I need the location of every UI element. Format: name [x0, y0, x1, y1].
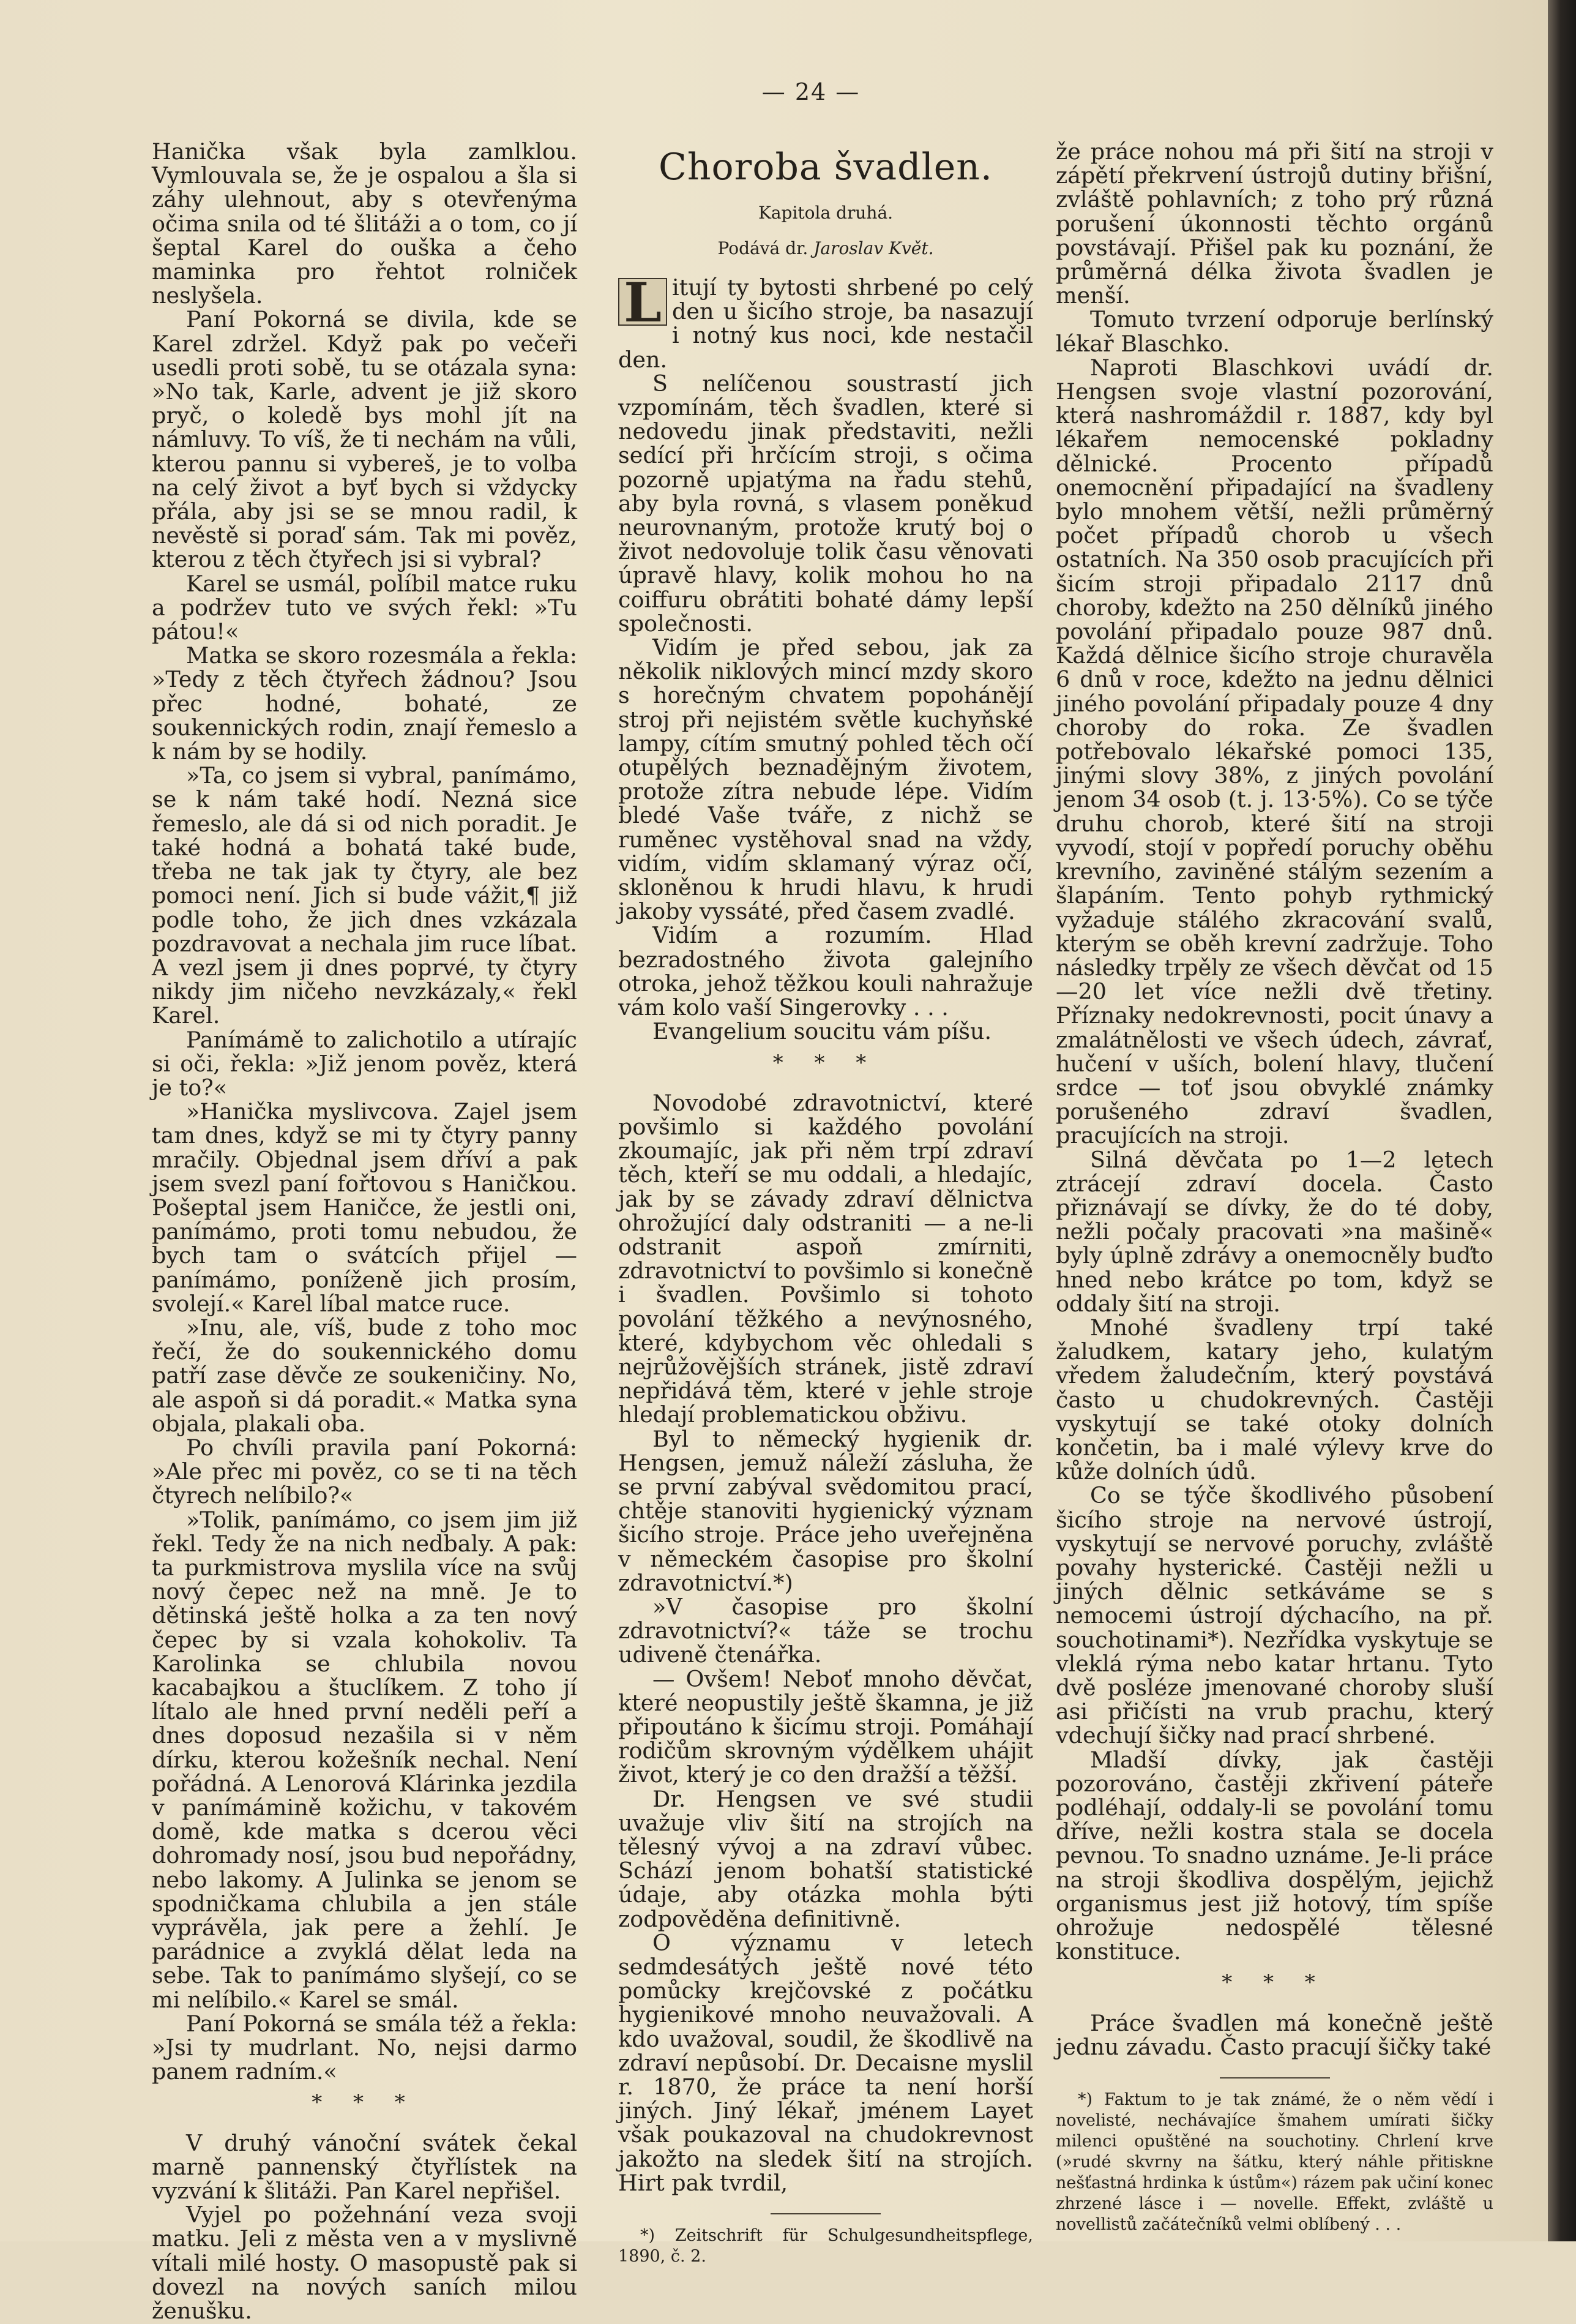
- paragraph: [618, 271, 1033, 373]
- paragraph: Vyjel po požehnání veza svoji matku. Jeli z města ven a v myslivně vítali milé hosty. O masopustě pak si dovezl na nových saních milou ženušku.: [152, 2202, 577, 2324]
- section-divider-stars: * * *: [312, 2090, 417, 2115]
- paragraph: »V časopise pro školní zdravotnictví?« táže se trochu udiveně čtenářka.: [618, 1593, 1033, 1668]
- paragraph: Hanička však byla zamlklou. Vymlouvala se, že je ospalou a šla si záhy ulehnout, aby s otevřenýma očima snila od té šlitáži a o tom, co jí šeptal Karel do ouška a čeho maminka pro řehtot rolniček neslyšela.: [152, 138, 577, 309]
- column-right: [1056, 140, 1493, 2235]
- paragraph: Co se týče škodlivého působení šicího stroje na nervové ústrojí, vyskytují se nervové poruchy, zvláště povahy hysterické. Častěji nežli u jiných dělnic setkáváme se s nemocemi ústrojí dýchacího, na př. souchotinami*). Nezřídka vyskytuje se vleklá rýma nebo katar hrtanu. Tyto dvě posléze jmenované choroby sluší asi přičísti na vrub prachu, který vdechují šičky nad prací shrbené.: [1056, 1482, 1493, 1749]
- paragraph: Paní Pokorná se divila, kde se Karel zdržel. Když pak po večeři usedli proti sobě, tu se otázala syna: »No tak, Karle, advent je již skoro pryč, o koledě bys mohl jít na námluvy. To víš, že ti nechám na vůli, kterou pannu si vybereš, je to volba na celý život a byť bych si vždycky přála, aby jsi se se mnou radil, k nevěstě si poraď sám. Tak mi pověz, kterou z těch čtyřech jsi si vybral?: [152, 306, 577, 573]
- article-title: Choroba švadlen.: [658, 146, 993, 189]
- paragraph: Novodobé zdravotnictví, které povšimlo si každého povolání zkoumajíc, jak při něm trpí zdraví těch, kteří se mu oddali, a hledajíc, jak by se závady zdraví dělnictva ohrožující daly odstraniti — a ne-li odstranit aspoň zmírniti, zdravotnictví to povšimlo si konečně i švadlen. Povšimlo si tohoto povolání těžkého a nevýnosného, které, kdybychom věc ohledali s nejrůžovějších stránek, jistě zdraví nepřidává těm, které v jehle stroje hledají problematickou obživu.: [618, 1089, 1033, 1428]
- drop-cap: L: [618, 278, 667, 326]
- footnote: *) Zeitschrift für Schulgesundheitspflege, 1890, č. 2.: [618, 2226, 1033, 2266]
- paragraph: »Ta, co jsem si vybral, panímámo, se k nám také hodí. Nezná sice řemeslo, ale dá si od nich poradit. Je také hodná a bohatá také bude, třeba ne tak jak ty čtyry, ale bez pomoci není. Jich si bude vážit,¶ již podle toho, že jich dnes vzkázala pozdravovat a nechala jim ruce líbat. A vezl jsem ji dnes poprvé, ty čtyry nikdy jim ničeho nevzkázaly,« řekl Karel.: [152, 762, 577, 1029]
- paragraph: Mladší dívky, jak častěji pozorováno, častěji zkřivení páteře podléhají, oddaly-li se povolání tomu dříve, nežli kostra stala se docela pevnou. To snadno uznáme. Je-li práce na stroji škodliva dospělým, jejichž organismus jest již hotový, tím spíše ohrožuje nedospělé tělesné konstituce.: [1056, 1746, 1493, 1965]
- column-middle: [618, 140, 1033, 2267]
- footnote: *) Faktum to je tak známé, že o něm vědí i novelisté, nechávajíce šmahem umírati šičky milenci opuštěné na souchotiny. Chrlení krve (»rudé skvrny na šátku, který náhle přitiskne nešťastná hrdinka k ústům«) rázem pak učiní konec zhrzené lásce i — novelle. Effekt, zvláště u novellistů začátečníků velmi oblíbený . . .: [1056, 2090, 1493, 2235]
- page-number: — 24 —: [761, 78, 861, 105]
- article-subtitle: Kapitola druhá.: [758, 203, 894, 223]
- paragraph: — Ovšem! Neboť mnoho děvčat, které neopustily ještě škamna, je již připoutáno k šicímu stroji. Pomáhají rodičům skrovným výdělkem uhájit život, který je co den dražší a těžší.: [618, 1665, 1033, 1788]
- paragraph: Matka se skoro rozesmála a řekla: »Tedy z těch čtyřech žádnou? Jsou přec hodné, bohaté, ze soukennických rodin, znají řemeslo a k nám by se hodily.: [152, 642, 577, 765]
- paragraph: Vidím je před sebou, jak za několik niklových mincí mzdy skoro s horečným chvatem popohánějí stroj při nejistém světle kuchyňské lampy, cítím smutný pohled těch očí otupělých beznadějným životem, protože zítra nebude lépe. Vidím bledé Vaše tváře, z nichž se ruměnec vystěhoval snad na vždy, vidím, vidím sklamaný výraz očí, skloněnou k hrudi hlavu, k hrudi jakoby vyssáté, před časem zvadlé.: [618, 634, 1033, 925]
- article-byline: [618, 238, 1033, 260]
- book-spine-shadow: [1548, 0, 1576, 2241]
- paragraph: Evangelium soucitu vám píšu.: [652, 1018, 992, 1045]
- section-divider-stars: * * *: [1222, 1970, 1328, 1995]
- paragraph: Tomuto tvrzení odporuje berlínský lékař Blaschko.: [1056, 306, 1493, 357]
- column-left: [152, 140, 577, 2323]
- footnote-rule: [1220, 2077, 1330, 2078]
- paragraph: Práce švadlen má konečně ještě jednu závadu. Často pracují šičky také: [1056, 2009, 1493, 2060]
- paragraph: Paní Pokorná se smála též a řekla: »Jsi ty mudrlant. No, nejsi darmo panem radním.«: [152, 2010, 577, 2085]
- paragraph: Dr. Hengsen ve své studii uvažuje vliv šití na strojích na tělesný vývoj a na zdraví vůbec. Schází jenom bohatší statistické údaje, aby otázka mohla býti zodpověděna definitivně.: [618, 1785, 1033, 1932]
- paragraph: »Hanička myslivcova. Zajel jsem tam dnes, když se mi ty čtyry panny mračily. Objednal jsem dříví a pak jsem svezl paní fořtovou s Haničkou. Pošeptal jsem Haničce, že jestli oni, panímámo, proti tomu nebudou, že bych tam o svátcích přijel — panímámo, poníženě jich prosím, svolejí.« Karel líbal matce ruce.: [152, 1098, 577, 1317]
- section-divider-stars: * * *: [772, 1050, 879, 1075]
- paragraph: Panímámě to zalichotilo a utírajíc si oči, řekla: »Již jenom pověz, která je to?«: [152, 1026, 577, 1101]
- paragraph: že práce nohou má při šití na stroji v zápětí překrvení ústrojů dutiny břišní, zvláště pohlavních; z toho prý různá porušení úkonnosti těchto orgánů povstávají. Přišel pak ku poznání, že průměrná délka života švadlen je menší.: [1056, 138, 1493, 309]
- paragraph: Vidím a rozumím. Hlad bezradostného života galejního otroka, jehož těžkou kouli nahražuje vám kolo vaší Singerovky . . .: [618, 922, 1033, 1021]
- paragraph: Naproti Blaschkovi uvádí dr. Hengsen svoje vlastní pozorování, která nashromáždil r. 1887, kdy byl lékařem nemocenské pokladny dělnické. Procento případů onemocnění připadající na švadleny bylo mnohem větší, nežli průměrný počet případů chorob u všech ostatních. Na 350 osob pracujících při šicím stroji připadalo 2117 dnů choroby, kdežto na 250 dělníků jiného povolání připadalo pouze 987 dnů. Každá dělnice šicího stroje churavěla 6 dnů v roce, kdežto na jednu dělnici jiného povolání připadaly pouze 4 dny choroby do roka. Ze švadlen potřebovalo lékařské pomoci 135, jinými slovy 38%, z jiných povolání jenom 34 osob (t. j. 13·5%). Co se týče druhu chorob, které šití na stroji vyvodí, stojí v popředí poruchy oběhu krevního, zaviněné stálým sezením a šlapáním. Tento pohyb rythmický vyžaduje stálého zkracování svalů, kterým se oběh krevní zadržuje. Toho následky trpěly ze všech děvčat od 15—20 let více nežli dvě třetiny. Příznaky nedokrevnosti, pocit únavy a zmalátnělosti ve všech údech, závrať, hučení v uších, bolení hlavy, tlučení srdce — toť jsou obvyklé známky porušeného zdraví švadlen, pracujících na stroji.: [1056, 354, 1493, 1149]
- paragraph: »Tolik, panímámo, co jsem jim již řekl. Tedy že na nich nedbaly. A pak: ta purkmistrova myslila více na svůj nový čepec než na mně. Je to dětinská ještě holka a za ten nový čepec by si vzala kohokoliv. Ta Karolinka se chlubila novou kacabajkou a štuclíkem. Z toho jí lítalo ale hned první neděli peří a dnes doposud nezašila si v něm dírku, kterou kožešník nechal. Není pořádná. A Lenorová Klárinka jezdila v panímámině kožichu, v takovém domě, kde matka s dcerou věci dohromady nosí, jsou bud nepořádny, nebo lakomy. A Julinka se jenom se spodničkama chlubila a jen stále vyprávěla, jak pere a žehlí. Je parádnice a zvyklá dělat leda na sebe. Tak to panímámo slyšejí, co se mi nelíbilo.« Karel se smál.: [152, 1506, 577, 2013]
- paragraph: Karel se usmál, políbil matce ruku a podržev tuto ve svých řekl: »Tu pátou!«: [152, 570, 577, 645]
- byline-prefix: Podává dr.: [717, 238, 809, 258]
- paragraph: Po chvíli pravila paní Pokorná: »Ale přec mi pověz, co se ti na těch čtyrech nelíbilo?«: [152, 1434, 577, 1509]
- paragraph: »Inu, ale, víš, bude z toho moc řečí, že do soukennického domu patří zase děvče ze soukeničiny. No, ale aspoň si dá poradit.« Matka syna objala, plakali oba.: [152, 1314, 577, 1437]
- footnote-rule: [771, 2213, 881, 2214]
- paragraph: O významu v letech sedmdesátých ještě nové této pomůcky krejčovské z počátku hygienikové mnoho neuvažovali. A kdo uvažoval, soudil, že škodlivě na zdraví nepůsobí. Dr. Decaisne myslil r. 1870, že práce ta není horší jiných. Jiný lékař, jménem Layet však poukazoval na chudokrevnost jakožto na sledek šití na strojích. Hirt pak tvrdil,: [618, 1929, 1033, 2196]
- paragraph-text: itují ty bytosti shrbené po celý den u šicího stroje, ba nasazují i notný kus noci, kde nestačil den.: [618, 274, 1033, 373]
- paragraph: Mnohé švadleny trpí také žaludkem, katary jeho, kulatým vředem žaludečním, který povstává často u chudokrevných. Častěji vyskytují se také otoky dolních končetin, ba i malé výlevy krve do kůže dolních údů.: [1056, 1314, 1493, 1485]
- paragraph: S nelíčenou soustrastí jich vzpomínám, těch švadlen, které si nedovedu jinak představiti, nežli sedící při hrčícím stroji, s očima pozorně upjatýma na řadu stehů, aby byla rovná, s vlasem poněkud neurovnaným, protože krutý boj o život nedovoluje tolik času věnovati úpravě hlavy, kolik mohou ho na coiffuru obrátiti bohaté dámy lepší společnosti.: [618, 370, 1033, 637]
- byline-author: Jaroslav Květ.: [813, 238, 934, 258]
- paragraph: Silná děvčata po 1—2 letech ztrácejí zdraví docela. Často přiznávají se dívky, že do té doby, nežli počaly pracovati »na mašině« byly úplně zdrávy a onemocněly buďto hned nebo krátce po tom, když se oddaly šití na stroji.: [1056, 1146, 1493, 1317]
- paragraph: V druhý vánoční svátek čekal marně pannenský čtyřlístek na vyzvání k šlitáži. Pan Karel nepřišel.: [152, 2129, 577, 2205]
- paragraph: Byl to německý hygienik dr. Hengsen, jemuž náleží zásluha, že se první zabýval svědomitou prací, chtěje stanoviti hygienický význam šicího stroje. Práce jeho uveřejněna v německém časopise pro školní zdravotnictví.*): [618, 1425, 1033, 1596]
